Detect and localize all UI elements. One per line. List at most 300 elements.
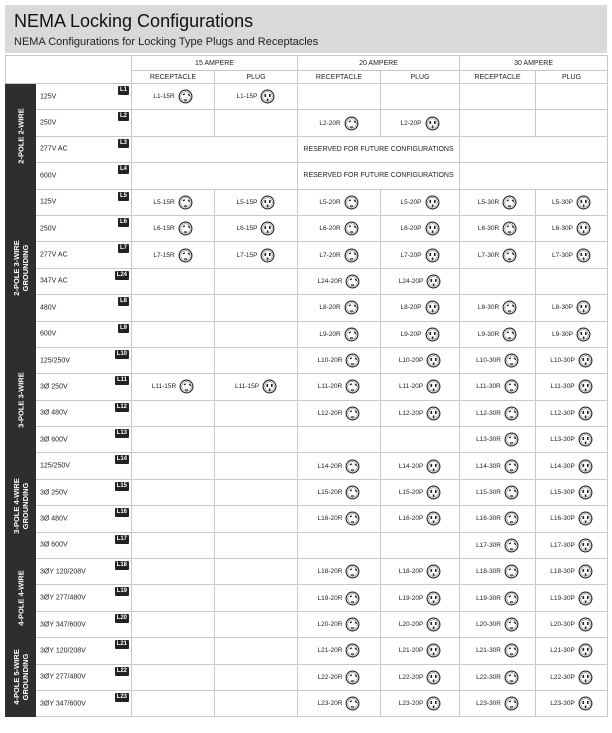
nema-designation: L6-30P — [552, 225, 574, 233]
nema-designation: L11-20P — [398, 383, 424, 391]
plug-face-icon — [578, 485, 593, 500]
voltage-cell — [36, 347, 132, 373]
plug-face-icon — [425, 116, 440, 131]
nema-designation: L18-30R — [476, 568, 501, 576]
config-row — [6, 295, 608, 321]
config-row — [6, 664, 608, 690]
nema-designation: L5-15R — [153, 198, 175, 206]
receptacle-face-icon — [504, 564, 519, 579]
configuration-cell — [215, 215, 298, 241]
reserved-note: RESERVED FOR FUTURE CONFIGURATIONS — [298, 163, 460, 189]
receptacle-face-icon — [344, 248, 359, 263]
configuration-cell — [381, 479, 460, 505]
empty-cell — [132, 664, 215, 690]
page-subtitle: NEMA Configurations for Locking Type Plugs and Receptacles — [14, 36, 319, 48]
nema-designation: L17-30R — [476, 541, 501, 549]
configuration-cell — [381, 506, 460, 532]
configuration-cell — [536, 559, 608, 585]
nema-designation: L8-30P — [552, 304, 574, 312]
configuration-cell — [298, 374, 381, 400]
nema-designation: L16-20R — [317, 515, 343, 523]
nema-designation: L7-20R — [319, 251, 341, 259]
nema-code-badge: L16 — [116, 509, 127, 516]
config-row — [6, 163, 608, 189]
configuration-cell — [460, 690, 536, 716]
nema-code-badge: L4 — [119, 166, 127, 173]
nema-code-badge: L24 — [116, 271, 127, 278]
empty-cell — [536, 110, 608, 136]
nema-code-badge: L19 — [116, 588, 127, 595]
receptacle-face-icon — [504, 617, 519, 632]
empty-cell — [215, 690, 298, 716]
voltage-label: 347V AC — [40, 277, 68, 285]
plug-face-icon — [426, 379, 441, 394]
nema-configuration-table — [5, 55, 608, 717]
nema-designation: L24-20P — [398, 277, 424, 285]
group-label-line: GROUNDING — [20, 244, 30, 292]
plug-face-icon — [426, 511, 441, 526]
plug-face-icon — [578, 670, 593, 685]
nema-designation: L6-20R — [319, 225, 341, 233]
ampere-20-header: 20 AMPERE — [298, 56, 460, 71]
empty-cell — [298, 532, 381, 558]
nema-designation: L20-30P — [550, 621, 575, 628]
configuration-cell — [298, 295, 381, 321]
empty-cell — [132, 110, 215, 136]
plug-face-icon — [578, 617, 593, 632]
plug-face-icon — [426, 353, 441, 368]
nema-designation: L23-20P — [398, 700, 424, 708]
voltage-cell — [36, 295, 132, 321]
empty-cell — [215, 427, 298, 453]
configuration-cell — [381, 110, 460, 136]
receptacle-face-icon — [344, 327, 359, 342]
empty-cell — [215, 400, 298, 426]
plug-face-icon — [426, 564, 441, 579]
voltage-cell — [36, 506, 132, 532]
voltage-label: 3ØY 120/208V — [40, 568, 86, 576]
nema-designation: L1-15R — [153, 93, 175, 101]
receptacle-face-icon — [502, 300, 517, 315]
plug-face-icon — [426, 670, 441, 685]
receptacle-face-icon — [504, 485, 519, 500]
configuration-cell — [460, 400, 536, 426]
page-title: NEMA Locking Configurations — [14, 11, 254, 31]
nema-designation: L10-30R — [476, 357, 501, 365]
voltage-cell — [36, 242, 132, 268]
receptacle-face-icon — [504, 459, 519, 474]
empty-cell — [132, 400, 215, 426]
nema-designation: L16-30P — [550, 515, 575, 523]
config-row — [6, 638, 608, 664]
voltage-cell — [36, 400, 132, 426]
voltage-label: 125/250V — [40, 357, 70, 365]
nema-designation: L7-15R — [153, 251, 175, 259]
empty-cell — [132, 347, 215, 373]
config-row — [6, 84, 608, 110]
nema-designation: L17-30P — [550, 541, 575, 549]
nema-designation: L6-15R — [153, 225, 175, 233]
nema-designation: L16-20P — [398, 515, 424, 523]
nema-designation: L11-20R — [317, 383, 343, 391]
ampere-15-header: 15 AMPERE — [132, 56, 298, 71]
configuration-cell — [381, 321, 460, 347]
receptacle-face-icon — [178, 248, 193, 263]
receptacle-face-icon — [502, 327, 517, 342]
nema-designation: L5-20P — [400, 198, 422, 206]
nema-designation: L5-30R — [477, 198, 500, 206]
nema-code-badge: L5 — [119, 192, 127, 199]
empty-cell — [215, 532, 298, 558]
nema-designation: L14-30P — [550, 462, 575, 470]
plug-face-icon — [576, 221, 591, 236]
group-label — [6, 84, 36, 190]
configuration-cell — [215, 189, 298, 215]
receptacle-face-icon — [344, 300, 359, 315]
nema-code-badge: L14 — [116, 456, 127, 463]
plug-face-icon — [576, 327, 591, 342]
config-row — [6, 189, 608, 215]
nema-designation: L22-30R — [476, 673, 501, 681]
plug-face-icon — [576, 195, 591, 210]
voltage-cell — [36, 136, 132, 162]
group-label-line: GROUNDING — [20, 482, 30, 530]
plug-face-icon — [426, 406, 441, 421]
config-row — [6, 347, 608, 373]
voltage-label: 3Ø 250V — [40, 489, 68, 497]
nema-designation: L13-30R — [476, 436, 501, 444]
configuration-cell — [381, 189, 460, 215]
ampere-header-row — [6, 56, 608, 71]
configuration-cell — [460, 215, 536, 241]
configuration-cell — [298, 268, 381, 294]
plug-face-icon — [425, 195, 440, 210]
configuration-cell — [298, 189, 381, 215]
voltage-label: 480V — [40, 304, 57, 312]
configuration-cell — [460, 638, 536, 664]
empty-cell — [132, 427, 215, 453]
nema-designation: L9-30P — [552, 330, 574, 338]
nema-code-badge: L1 — [119, 87, 127, 93]
voltage-label: 3ØY 347/600V — [40, 621, 86, 628]
configuration-cell — [460, 506, 536, 532]
nema-code-badge: L7 — [119, 245, 127, 252]
configuration-cell — [536, 506, 608, 532]
empty-cell — [381, 427, 460, 453]
receptacle-face-icon — [502, 221, 517, 236]
nema-designation: L11-15R — [151, 383, 177, 391]
config-row — [6, 532, 608, 558]
plug-face-icon — [578, 696, 593, 711]
plug-face-icon — [425, 248, 440, 263]
nema-code-badge: L2 — [119, 113, 127, 120]
nema-designation: L8-30R — [477, 304, 500, 312]
empty-cell — [132, 611, 215, 637]
voltage-label: 125V — [40, 93, 57, 101]
group-label — [6, 189, 36, 347]
nema-designation: L5-30P — [552, 198, 574, 206]
group-label-line: 3-POLE 4-WIRE — [11, 478, 21, 534]
nema-code-badge: L23 — [116, 693, 127, 700]
group-label-line: 2-POLE 2-WIRE — [16, 108, 25, 164]
receptacle-face-icon — [345, 379, 360, 394]
configuration-cell — [381, 690, 460, 716]
configuration-cell — [536, 189, 608, 215]
empty-cell — [460, 163, 608, 189]
voltage-label: 3ØY 277/480V — [40, 673, 86, 681]
nema-designation: L9-30R — [477, 330, 500, 338]
nema-designation: L11-15P — [234, 383, 260, 391]
ampere-30-header: 30 AMPERE — [460, 56, 608, 71]
configuration-cell — [536, 427, 608, 453]
nema-designation: L7-20P — [400, 251, 422, 259]
configuration-cell — [460, 559, 536, 585]
empty-cell — [215, 479, 298, 505]
nema-code-badge: L17 — [116, 535, 127, 542]
nema-designation: L19-20P — [398, 594, 424, 602]
nema-designation: L9-20R — [319, 330, 341, 338]
empty-cell — [132, 506, 215, 532]
nema-designation: L15-30P — [550, 489, 575, 497]
receptacle-face-icon — [178, 195, 193, 210]
empty-cell — [460, 84, 536, 110]
configuration-cell — [298, 479, 381, 505]
receptacle-face-icon — [345, 564, 360, 579]
plug-face-icon — [426, 459, 441, 474]
nema-designation: L22-30P — [550, 673, 575, 681]
config-row — [6, 242, 608, 268]
empty-cell — [215, 110, 298, 136]
voltage-cell — [36, 611, 132, 637]
plug-header: PLUG — [215, 71, 298, 84]
plug-header: PLUG — [381, 71, 460, 84]
nema-designation: L21-20R — [317, 647, 343, 655]
nema-designation: L6-20P — [400, 225, 422, 233]
voltage-label: 3Ø 480V — [40, 515, 68, 523]
nema-designation: L20-20P — [398, 621, 424, 628]
empty-cell — [215, 453, 298, 479]
nema-designation: L20-20R — [317, 621, 343, 628]
voltage-label: 600V — [40, 330, 57, 338]
nema-designation: L24-20R — [317, 277, 343, 285]
group-label — [6, 347, 36, 453]
configuration-cell — [536, 453, 608, 479]
receptacle-face-icon — [345, 274, 360, 289]
empty-cell — [132, 479, 215, 505]
receptacle-face-icon — [345, 591, 360, 606]
receptacle-face-icon — [344, 195, 359, 210]
configuration-cell — [536, 532, 608, 558]
configuration-cell — [132, 189, 215, 215]
config-row — [6, 453, 608, 479]
empty-cell — [132, 453, 215, 479]
configuration-cell — [298, 321, 381, 347]
empty-cell — [132, 136, 298, 162]
plug-face-icon — [260, 221, 275, 236]
empty-cell — [132, 321, 215, 347]
receptacle-face-icon — [502, 248, 517, 263]
voltage-cell — [36, 215, 132, 241]
configuration-cell — [460, 611, 536, 637]
config-row — [6, 427, 608, 453]
configuration-cell — [536, 638, 608, 664]
receptacle-header: RECEPTACLE — [460, 71, 536, 84]
nema-designation: L18-20R — [317, 568, 343, 576]
config-row — [6, 559, 608, 585]
configuration-cell — [381, 453, 460, 479]
configuration-cell — [536, 585, 608, 611]
group-label — [6, 559, 36, 638]
empty-cell — [460, 110, 536, 136]
nema-designation: L2-20P — [400, 119, 422, 127]
plug-face-icon — [426, 617, 441, 632]
receptacle-face-icon — [504, 670, 519, 685]
empty-cell — [215, 585, 298, 611]
plug-face-icon — [426, 643, 441, 658]
voltage-cell — [36, 163, 132, 189]
page-header — [5, 5, 607, 53]
empty-cell — [132, 585, 215, 611]
empty-cell — [132, 532, 215, 558]
nema-designation: L10-30P — [550, 357, 575, 365]
nema-designation: L9-20P — [400, 330, 422, 338]
plug-face-icon — [578, 406, 593, 421]
receptacle-face-icon — [178, 89, 193, 104]
voltage-label: 3ØY 277/480V — [40, 594, 86, 602]
plug-face-icon — [576, 300, 591, 315]
voltage-label: 3Ø 600V — [40, 541, 68, 549]
configuration-cell — [298, 611, 381, 637]
nema-code-badge: L6 — [119, 218, 127, 225]
receptacle-face-icon — [504, 511, 519, 526]
plug-face-icon — [578, 432, 593, 447]
plug-face-icon — [578, 379, 593, 394]
config-row — [6, 136, 608, 162]
nema-designation: L18-30P — [550, 568, 575, 576]
voltage-cell — [36, 559, 132, 585]
plug-face-icon — [260, 248, 275, 263]
voltage-cell — [36, 664, 132, 690]
empty-cell — [536, 268, 608, 294]
empty-cell — [132, 295, 215, 321]
receptacle-face-icon — [178, 221, 193, 236]
empty-cell — [132, 638, 215, 664]
plug-face-icon — [578, 459, 593, 474]
configuration-cell — [460, 427, 536, 453]
nema-code-badge: L15 — [116, 482, 127, 489]
configuration-cell — [298, 110, 381, 136]
receptacle-face-icon — [504, 591, 519, 606]
voltage-cell — [36, 321, 132, 347]
nema-designation: L10-20R — [317, 357, 343, 365]
configuration-cell — [460, 242, 536, 268]
nema-designation: L7-15P — [236, 251, 258, 259]
nema-designation: L15-20R — [317, 489, 343, 497]
nema-designation: L23-30P — [550, 700, 575, 708]
empty-cell — [132, 268, 215, 294]
nema-designation: L14-20R — [317, 462, 343, 470]
nema-designation: L23-20R — [317, 700, 343, 708]
plug-face-icon — [426, 591, 441, 606]
nema-designation: L8-20P — [400, 304, 422, 312]
nema-code-badge: L12 — [116, 403, 127, 410]
config-row — [6, 400, 608, 426]
empty-cell — [215, 611, 298, 637]
receptacle-face-icon — [504, 538, 519, 553]
configuration-cell — [381, 638, 460, 664]
configuration-cell — [298, 347, 381, 373]
nema-designation: L15-30R — [476, 489, 501, 497]
group-label-line: GROUNDING — [20, 653, 30, 701]
voltage-label: 277V AC — [40, 145, 68, 153]
nema-designation: L11-30R — [476, 383, 501, 391]
voltage-label: 3Ø 600V — [40, 436, 68, 444]
nema-code-badge: L21 — [116, 641, 127, 648]
nema-designation: L14-30R — [476, 462, 501, 470]
configuration-cell — [381, 347, 460, 373]
plug-face-icon — [260, 195, 275, 210]
voltage-cell — [36, 690, 132, 716]
configuration-cell — [298, 453, 381, 479]
configuration-cell — [536, 664, 608, 690]
nema-designation: L6-30R — [477, 225, 500, 233]
plug-face-icon — [576, 248, 591, 263]
voltage-label: 125V — [40, 198, 57, 206]
receptacle-face-icon — [345, 485, 360, 500]
nema-designation: L20-30R — [476, 621, 501, 628]
configuration-cell — [298, 559, 381, 585]
voltage-label: 3Ø 250V — [40, 383, 68, 391]
empty-cell — [132, 690, 215, 716]
voltage-cell — [36, 585, 132, 611]
empty-cell — [536, 84, 608, 110]
configuration-cell — [536, 611, 608, 637]
voltage-label: 3Ø 480V — [40, 409, 68, 417]
nema-designation: L1-15P — [236, 93, 258, 101]
configuration-cell — [132, 84, 215, 110]
configuration-cell — [460, 453, 536, 479]
empty-cell — [215, 268, 298, 294]
receptacle-face-icon — [504, 432, 519, 447]
configuration-cell — [536, 295, 608, 321]
configuration-cell — [298, 585, 381, 611]
empty-cell — [298, 427, 381, 453]
configuration-cell — [298, 506, 381, 532]
nema-designation: L21-20P — [398, 647, 424, 655]
voltage-cell — [36, 374, 132, 400]
nema-designation: L14-20P — [398, 462, 424, 470]
nema-designation: L12-30P — [550, 409, 575, 417]
config-row — [6, 374, 608, 400]
configuration-cell — [215, 84, 298, 110]
receptacle-face-icon — [504, 406, 519, 421]
nema-designation: L6-15P — [236, 225, 258, 233]
nema-designation: L7-30R — [477, 251, 500, 259]
group-label-line: 2-POLE 3-WIRE — [11, 240, 21, 296]
receptacle-header: RECEPTACLE — [298, 71, 381, 84]
nema-designation: L11-30P — [550, 383, 575, 391]
nema-code-badge: L3 — [119, 139, 127, 146]
receptacle-face-icon — [345, 459, 360, 474]
configuration-cell — [536, 321, 608, 347]
nema-designation: L13-30P — [550, 436, 575, 444]
receptacle-face-icon — [345, 406, 360, 421]
voltage-cell — [36, 110, 132, 136]
voltage-cell — [36, 189, 132, 215]
configuration-cell — [132, 374, 215, 400]
plug-face-icon — [578, 538, 593, 553]
configuration-cell — [381, 374, 460, 400]
